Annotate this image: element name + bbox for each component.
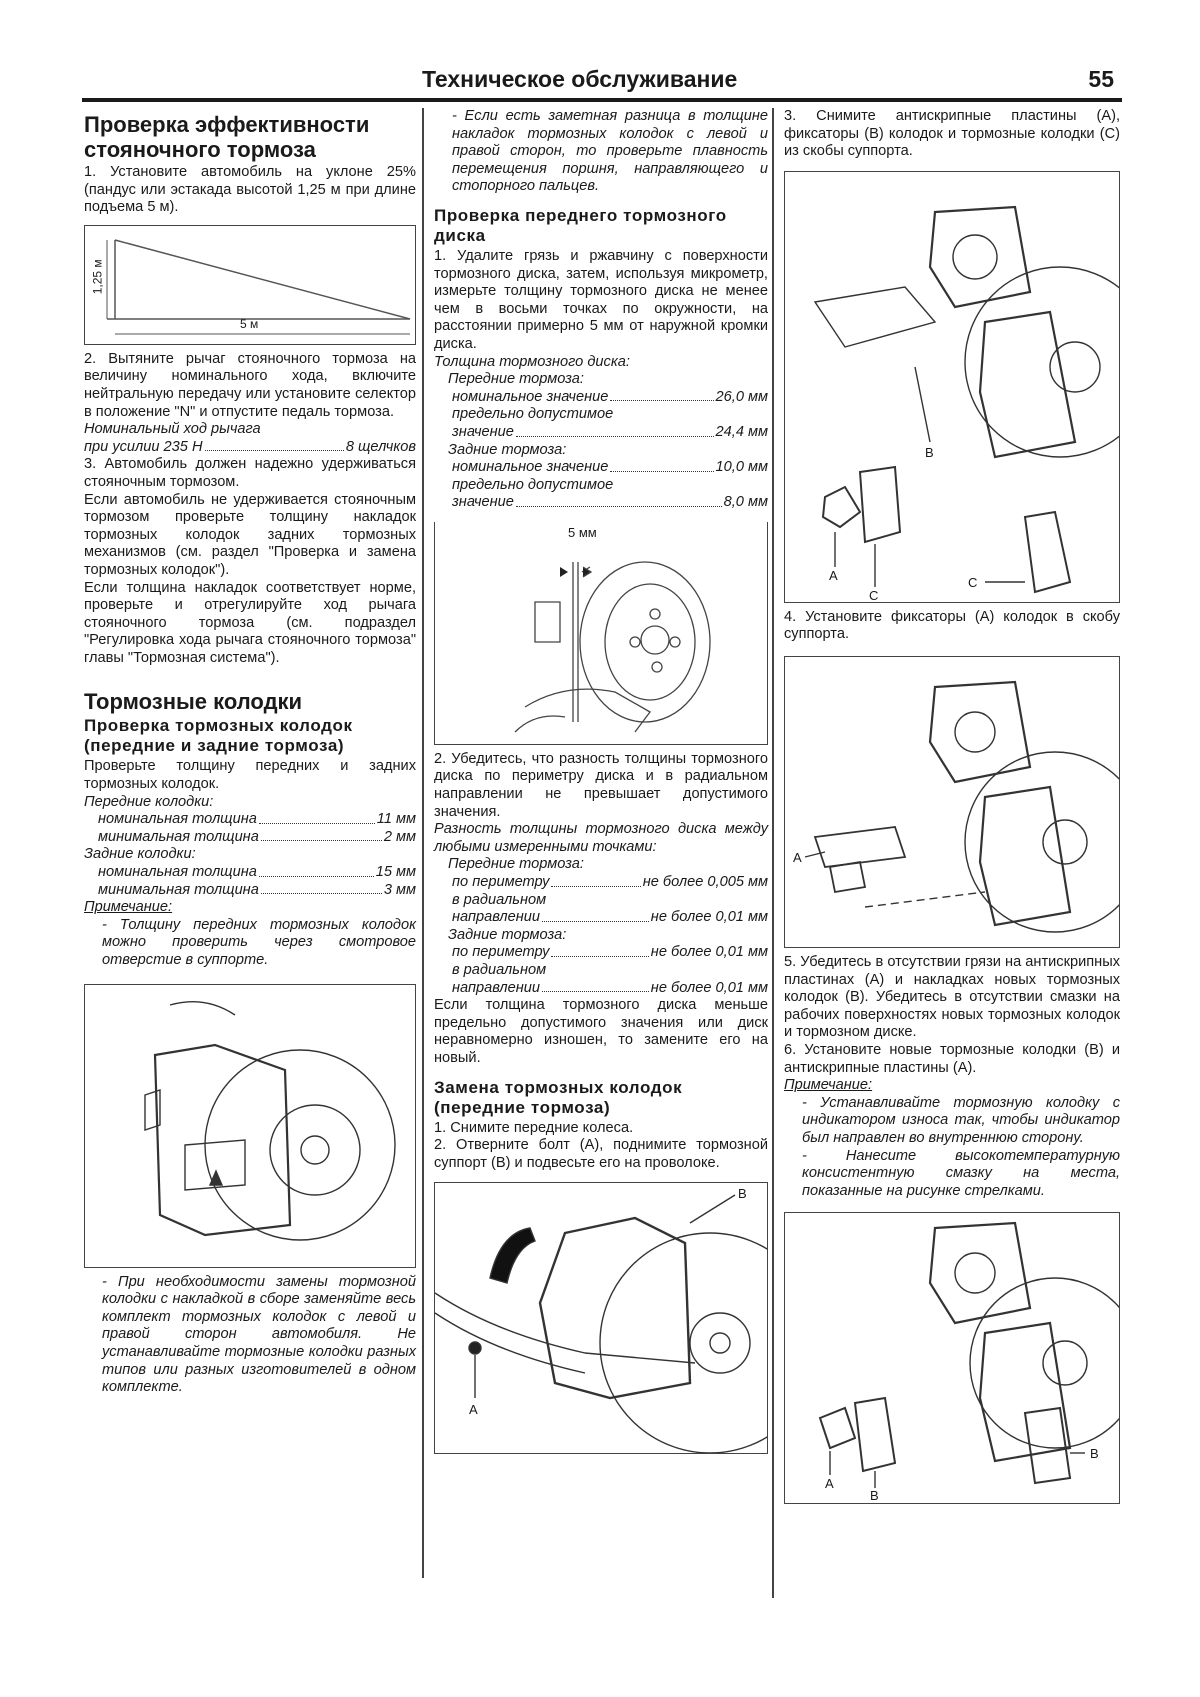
paragraph: 3. Автомобиль должен надежно удерживаться стояночным тормозом. xyxy=(84,456,416,490)
caliper-inspection-figure xyxy=(84,984,416,1268)
spec-row: направлении не более 0,01 мм xyxy=(452,909,768,926)
note-label: Примечание: xyxy=(84,899,173,916)
callout-a: A xyxy=(793,849,802,865)
callout-b: B xyxy=(870,1488,879,1504)
spec-group-label: Разность толщины тормозного диска между любыми измеренными точками: xyxy=(434,821,768,855)
spec-row: номинальное значение 26,0 мм xyxy=(452,388,768,405)
column-1 xyxy=(84,108,416,1397)
paragraph: Если толщина накладок соответствует норме, проверьте и отрегулируйте ход рычага стояночного тормоза (см. подраздел "Регулировка хода рычага стояночного тормоза" главы "Тормозная система"). xyxy=(84,579,416,666)
spec-row: значение 8,0 мм xyxy=(452,494,768,511)
heading-pads-check: Проверка тормозных колодок (передние и задние тормоза) xyxy=(84,716,353,756)
disc-figure-label: 5 мм xyxy=(568,524,597,540)
ramp-length-label: 5 м xyxy=(240,316,259,331)
spec-row: минимальная толщина 3 мм xyxy=(98,881,416,898)
paragraph: Проверьте толщину передних и задних тормозных колодок. xyxy=(84,758,416,793)
column-divider xyxy=(422,108,424,1578)
caliper-removal-figure xyxy=(434,1182,768,1454)
spec-row: номинальная толщина 15 мм xyxy=(98,864,416,881)
paragraph: 2. Вытяните рычаг стояночного тормоза на величину номинального хода, включите нейтральную передачу или установите селектор в положение "N" и отпустите педаль тормоза. xyxy=(84,350,416,420)
spec-row: по периметру не более 0,005 мм xyxy=(452,874,768,891)
retainer-install-figure xyxy=(784,656,1120,948)
column-divider xyxy=(772,108,774,1598)
step: 6. Установите новые тормозные колодки (B) и антискрипные пластины (A). xyxy=(784,1041,1120,1076)
heading-brake-pads: Тормозные колодки xyxy=(84,689,303,715)
callout-a: A xyxy=(469,1402,478,1418)
spec-label: Номинальный ход рычага xyxy=(84,421,261,438)
spec-row: номинальная толщина 11 мм xyxy=(98,811,416,828)
paragraph: 1. Установите автомобиль на уклоне 25% (пандус или эстакада высотой 1,25 м при длине подъема 5 м). xyxy=(84,164,416,216)
step: 5. Убедитесь в отсутствии грязи на антискрипных пластинах (A) и накладках новых тормозных колодок (B). Убедитесь в отсутствии смазки на рабочих поверхностях новых тормозных колодок и тормозном диске. xyxy=(784,953,1120,1041)
callout-c: C xyxy=(869,587,879,603)
heading-parking-brake: Проверка эффективности стояночного тормоза xyxy=(84,112,370,162)
page-header xyxy=(82,62,1122,102)
spec-subgroup-label: Передние тормоза: xyxy=(448,371,584,388)
note-text: - Толщину передних тормозных колодок можно проверить через смотровое отверстие в суппорте. xyxy=(102,916,416,968)
note-text: - Устанавливайте тормозную колодку с индикатором износа так, чтобы индикатор был направлен во внутреннюю сторону. xyxy=(802,1094,1120,1146)
heading-disc-check: Проверка переднего тормозного диска xyxy=(434,205,727,245)
callout-b: B xyxy=(1090,1446,1099,1462)
note-label: Примечание: xyxy=(784,1077,873,1094)
callout-b: B xyxy=(738,1186,747,1202)
callout-a: A xyxy=(825,1476,834,1492)
ramp-height-label: 1,25 м xyxy=(90,259,105,295)
paragraph: 1. Удалите грязь и ржавчину с поверхности тормозного диска, затем, используя микрометр, измерьте толщину тормозного диска не менее чем в восьми точках по окружности, на расстоянии примерно 5 мм от наружной кромки диска. xyxy=(434,247,768,352)
pad-removal-figure xyxy=(784,171,1120,603)
pad-install-figure xyxy=(784,1212,1120,1504)
step: 1. Снимите передние колеса. xyxy=(434,1119,634,1136)
page-number: 55 xyxy=(1088,66,1114,92)
spec-row: направлении не более 0,01 мм xyxy=(452,979,768,996)
step: 2. Отверните болт (A), поднимите тормозной суппорт (B) и подвесьте его на проволоке. xyxy=(434,1137,768,1171)
spec-row: при усилии 235 Н 8 щелчков xyxy=(84,438,416,455)
spec-group-label: Передние колодки: xyxy=(84,793,214,810)
spec-group-label: Задние колодки: xyxy=(84,846,196,863)
step: 3. Снимите антискрипные пластины (A), фиксаторы (B) колодок и тормозные колодки (C) из скобы суппорта. xyxy=(784,108,1120,160)
spec-subgroup-label: Задние тормоза: xyxy=(448,441,567,458)
spec-row: минимальная толщина 2 мм xyxy=(98,828,416,845)
paragraph: Если толщина тормозного диска меньше предельно допустимого значения или диск неравномерно изношен, то замените его на новый. xyxy=(434,997,768,1066)
section-title: Техническое обслуживание xyxy=(422,66,738,92)
note-text: - Нанесите высокотемпературную консистентную смазку на места, показанные на рисунке стрелками. xyxy=(802,1147,1120,1199)
callout-a: A xyxy=(829,567,838,583)
ramp-diagram xyxy=(84,225,416,345)
paragraph: 2. Убедитесь, что разность толщины тормозного диска по периметру диска и в радиальном направлении не превышает допустимого значения. xyxy=(434,750,768,820)
column-3 xyxy=(784,108,1120,1510)
spec-row: по периметру не более 0,01 мм xyxy=(452,944,768,961)
step: 4. Установите фиксаторы (A) колодок в скобу суппорта. xyxy=(784,608,1120,643)
spec-row: значение 24,4 мм xyxy=(452,423,768,440)
heading-pad-replacement: Замена тормозных колодок (передние тормоза) xyxy=(434,1077,683,1117)
spec-group-label: Толщина тормозного диска: xyxy=(434,353,630,370)
callout-c: C xyxy=(968,574,978,590)
callout-b: B xyxy=(925,444,934,460)
spec-row: номинальное значение 10,0 мм xyxy=(452,459,768,476)
note-text: - Если есть заметная разница в толщине накладок тормозных колодок с левой и правой сторон, то проверьте плавность перемещения поршня, направляющего и стопорного пальцев. xyxy=(452,108,768,195)
disc-measurement-figure xyxy=(434,522,768,745)
paragraph: Если автомобиль не удерживается стояночным тормозом проверьте толщину накладок тормозных колодок задних тормозных механизмов (см. раздел "Проверка и замена тормозных колодок"). xyxy=(84,491,416,578)
column-2: - Если есть заметная разница в толщине накладок тормозных колодок с левой и правой сторон, то проверьте плавность перемещения поршня, направляющего и стопорного пальцев. Проверка переднего тормозного диска 1. Удалите грязь и ржавчину с поверхности тормозного диска, затем, используя микрометр, измерьте толщину тормозного диска не менее чем в восьми точках по окружности, на расстоянии примерно 5 мм от наружной кромки диска. Толщина тормозного диска: Передние тормоза: номинальное значение 26,0 мм предельно допустимое значение 24,4 мм Задние тормоза: номинальное значение 10,0 мм предельно допустимое значение 8,0 мм 5 мм 2. Убедитесь, что разность толщины тормозного диска по периметру диска и в радиальном направлении не превышает допустимого значения. Разность толщины тормозного диска между любыми измеренными точками: Передние тормоза: по периметру не более 0,005 мм в радиальном направлении не более 0,01 мм Задние тормоза: по периметру не более 0,01 мм в радиальном направлении не более 0,01 мм Если толщина тормозного диска меньше предельно допустимого значения или диск неравномерно изношен, то замените его на новый. Замена тормозных колодок (передние тормоза) 1. Снимите передние колеса. 2. Отверните болт (A), поднимите тормозной суппорт (B) и подвесьте его на проволоке. A B xyxy=(434,108,768,1460)
note-text: - При необходимости замены тормозной колодки с накладкой в сборе заменяйте весь комплект тормозных колодок с левой и правой сторон автомобиля. Не устанавливайте тормозные колодки разных типов или разных изготовителей в одном комплекте. xyxy=(102,1273,416,1396)
